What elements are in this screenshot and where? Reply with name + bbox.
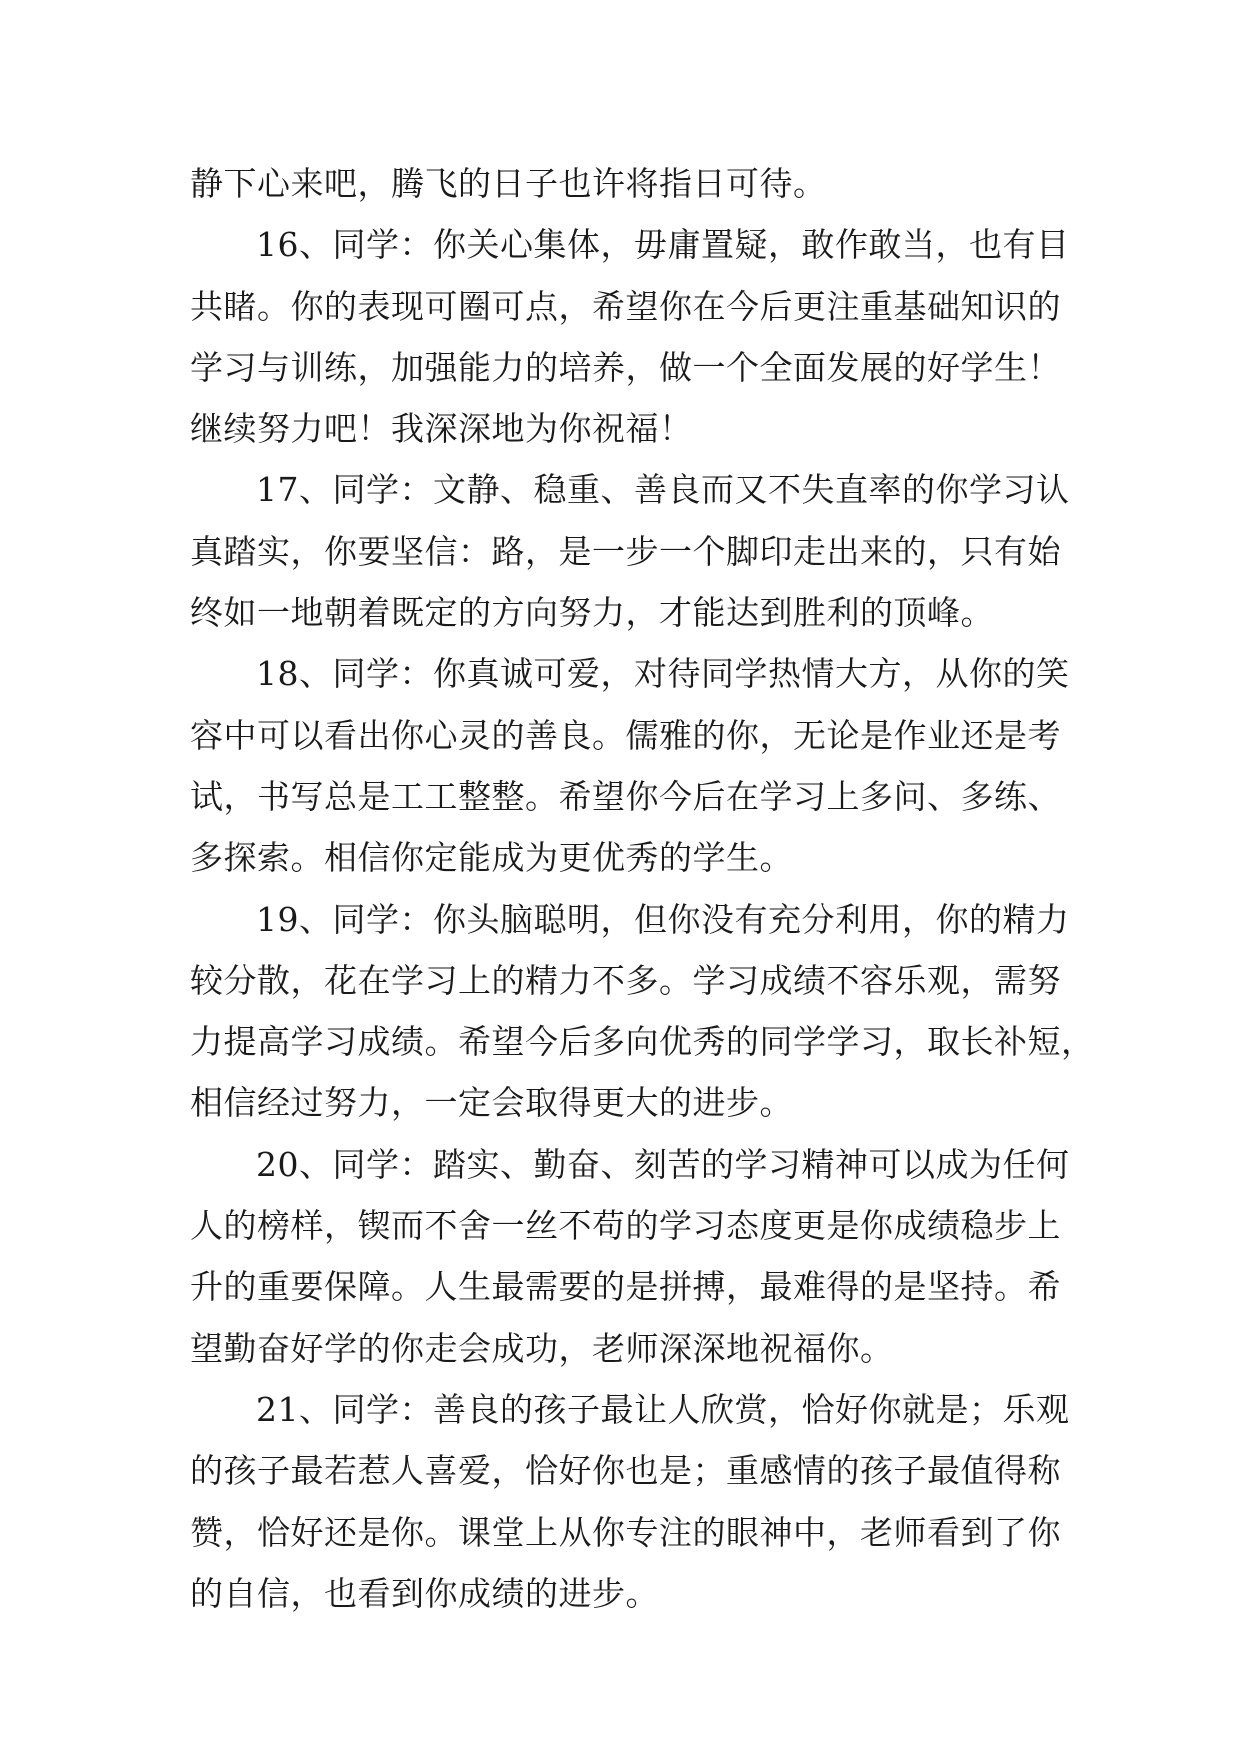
text-line: 继续努力吧！我深深地为你祝福！ bbox=[190, 409, 693, 449]
paragraph-comment-16 bbox=[190, 214, 1070, 459]
paragraph-continuation bbox=[190, 153, 1050, 214]
text-line: 17、同学：文静、稳重、善良而又不失直率的你学习认 bbox=[256, 470, 1070, 510]
text-line: 21、同学：善良的孩子最让人欣赏，恰好你就是；乐观 bbox=[256, 1389, 1070, 1429]
paragraph-comment-17 bbox=[190, 459, 1070, 643]
text-line: 容中可以看出你心灵的善良。儒雅的你，无论是作业还是考 bbox=[190, 715, 1061, 755]
text-line: 学习与训练，加强能力的培养，做一个全面发展的好学生！ bbox=[190, 347, 1061, 387]
text-line: 较分散，花在学习上的精力不多。学习成绩不容乐观，需努 bbox=[190, 960, 1061, 1000]
text-line: 终如一地朝着既定的方向努力，才能达到胜利的顶峰。 bbox=[190, 593, 994, 633]
text-line: 赞，恰好还是你。课堂上从你专注的眼神中，老师看到了你 bbox=[190, 1512, 1061, 1552]
text-line: 共睹。你的表现可圈可点，希望你在今后更注重基础知识的 bbox=[190, 286, 1061, 326]
text-line: 18、同学：你真诚可爱，对待同学热情大方，从你的笑 bbox=[256, 654, 1070, 694]
paragraph-comment-21 bbox=[190, 1379, 1070, 1624]
text-line: 20、同学：踏实、勤奋、刻苦的学习精神可以成为任何 bbox=[256, 1144, 1070, 1184]
text-line: 人的榜样，锲而不舍一丝不苟的学习态度更是你成绩稳步上 bbox=[190, 1206, 1061, 1246]
text-line: 升的重要保障。人生最需要的是拼搏，最难得的是坚持。希 bbox=[190, 1267, 1061, 1307]
text-line: 静下心来吧，腾飞的日子也许将指日可待。 bbox=[190, 164, 827, 203]
text-line: 19、同学：你头脑聪明，但你没有充分利用，你的精力 bbox=[256, 899, 1070, 939]
text-line: 望勤奋好学的你走会成功，老师深深地祝福你。 bbox=[190, 1328, 894, 1368]
text-line: 多探索。相信你定能成为更优秀的学生。 bbox=[190, 838, 793, 878]
paragraph-comment-20 bbox=[190, 1134, 1070, 1379]
text-line: 力提高学习成绩。希望今后多向优秀的同学学习，取长补短， bbox=[190, 1022, 1095, 1062]
text-line: 的自信，也看到你成绩的进步。 bbox=[190, 1573, 659, 1613]
text-line: 16、同学：你关心集体，毋庸置疑，敢作敢当，也有目 bbox=[256, 225, 1070, 265]
paragraph-comment-18 bbox=[190, 643, 1070, 888]
text-line: 真踏实，你要坚信：路，是一步一个脚印走出来的，只有始 bbox=[190, 531, 1061, 571]
paragraph-comment-19 bbox=[190, 889, 1095, 1134]
text-line: 的孩子最若惹人喜爱，恰好你也是；重感情的孩子最值得称 bbox=[190, 1451, 1061, 1491]
text-line: 相信经过努力，一定会取得更大的进步。 bbox=[190, 1083, 793, 1123]
text-line: 试，书写总是工工整整。希望你今后在学习上多问、多练、 bbox=[190, 776, 1061, 816]
document-body bbox=[190, 153, 1095, 1624]
